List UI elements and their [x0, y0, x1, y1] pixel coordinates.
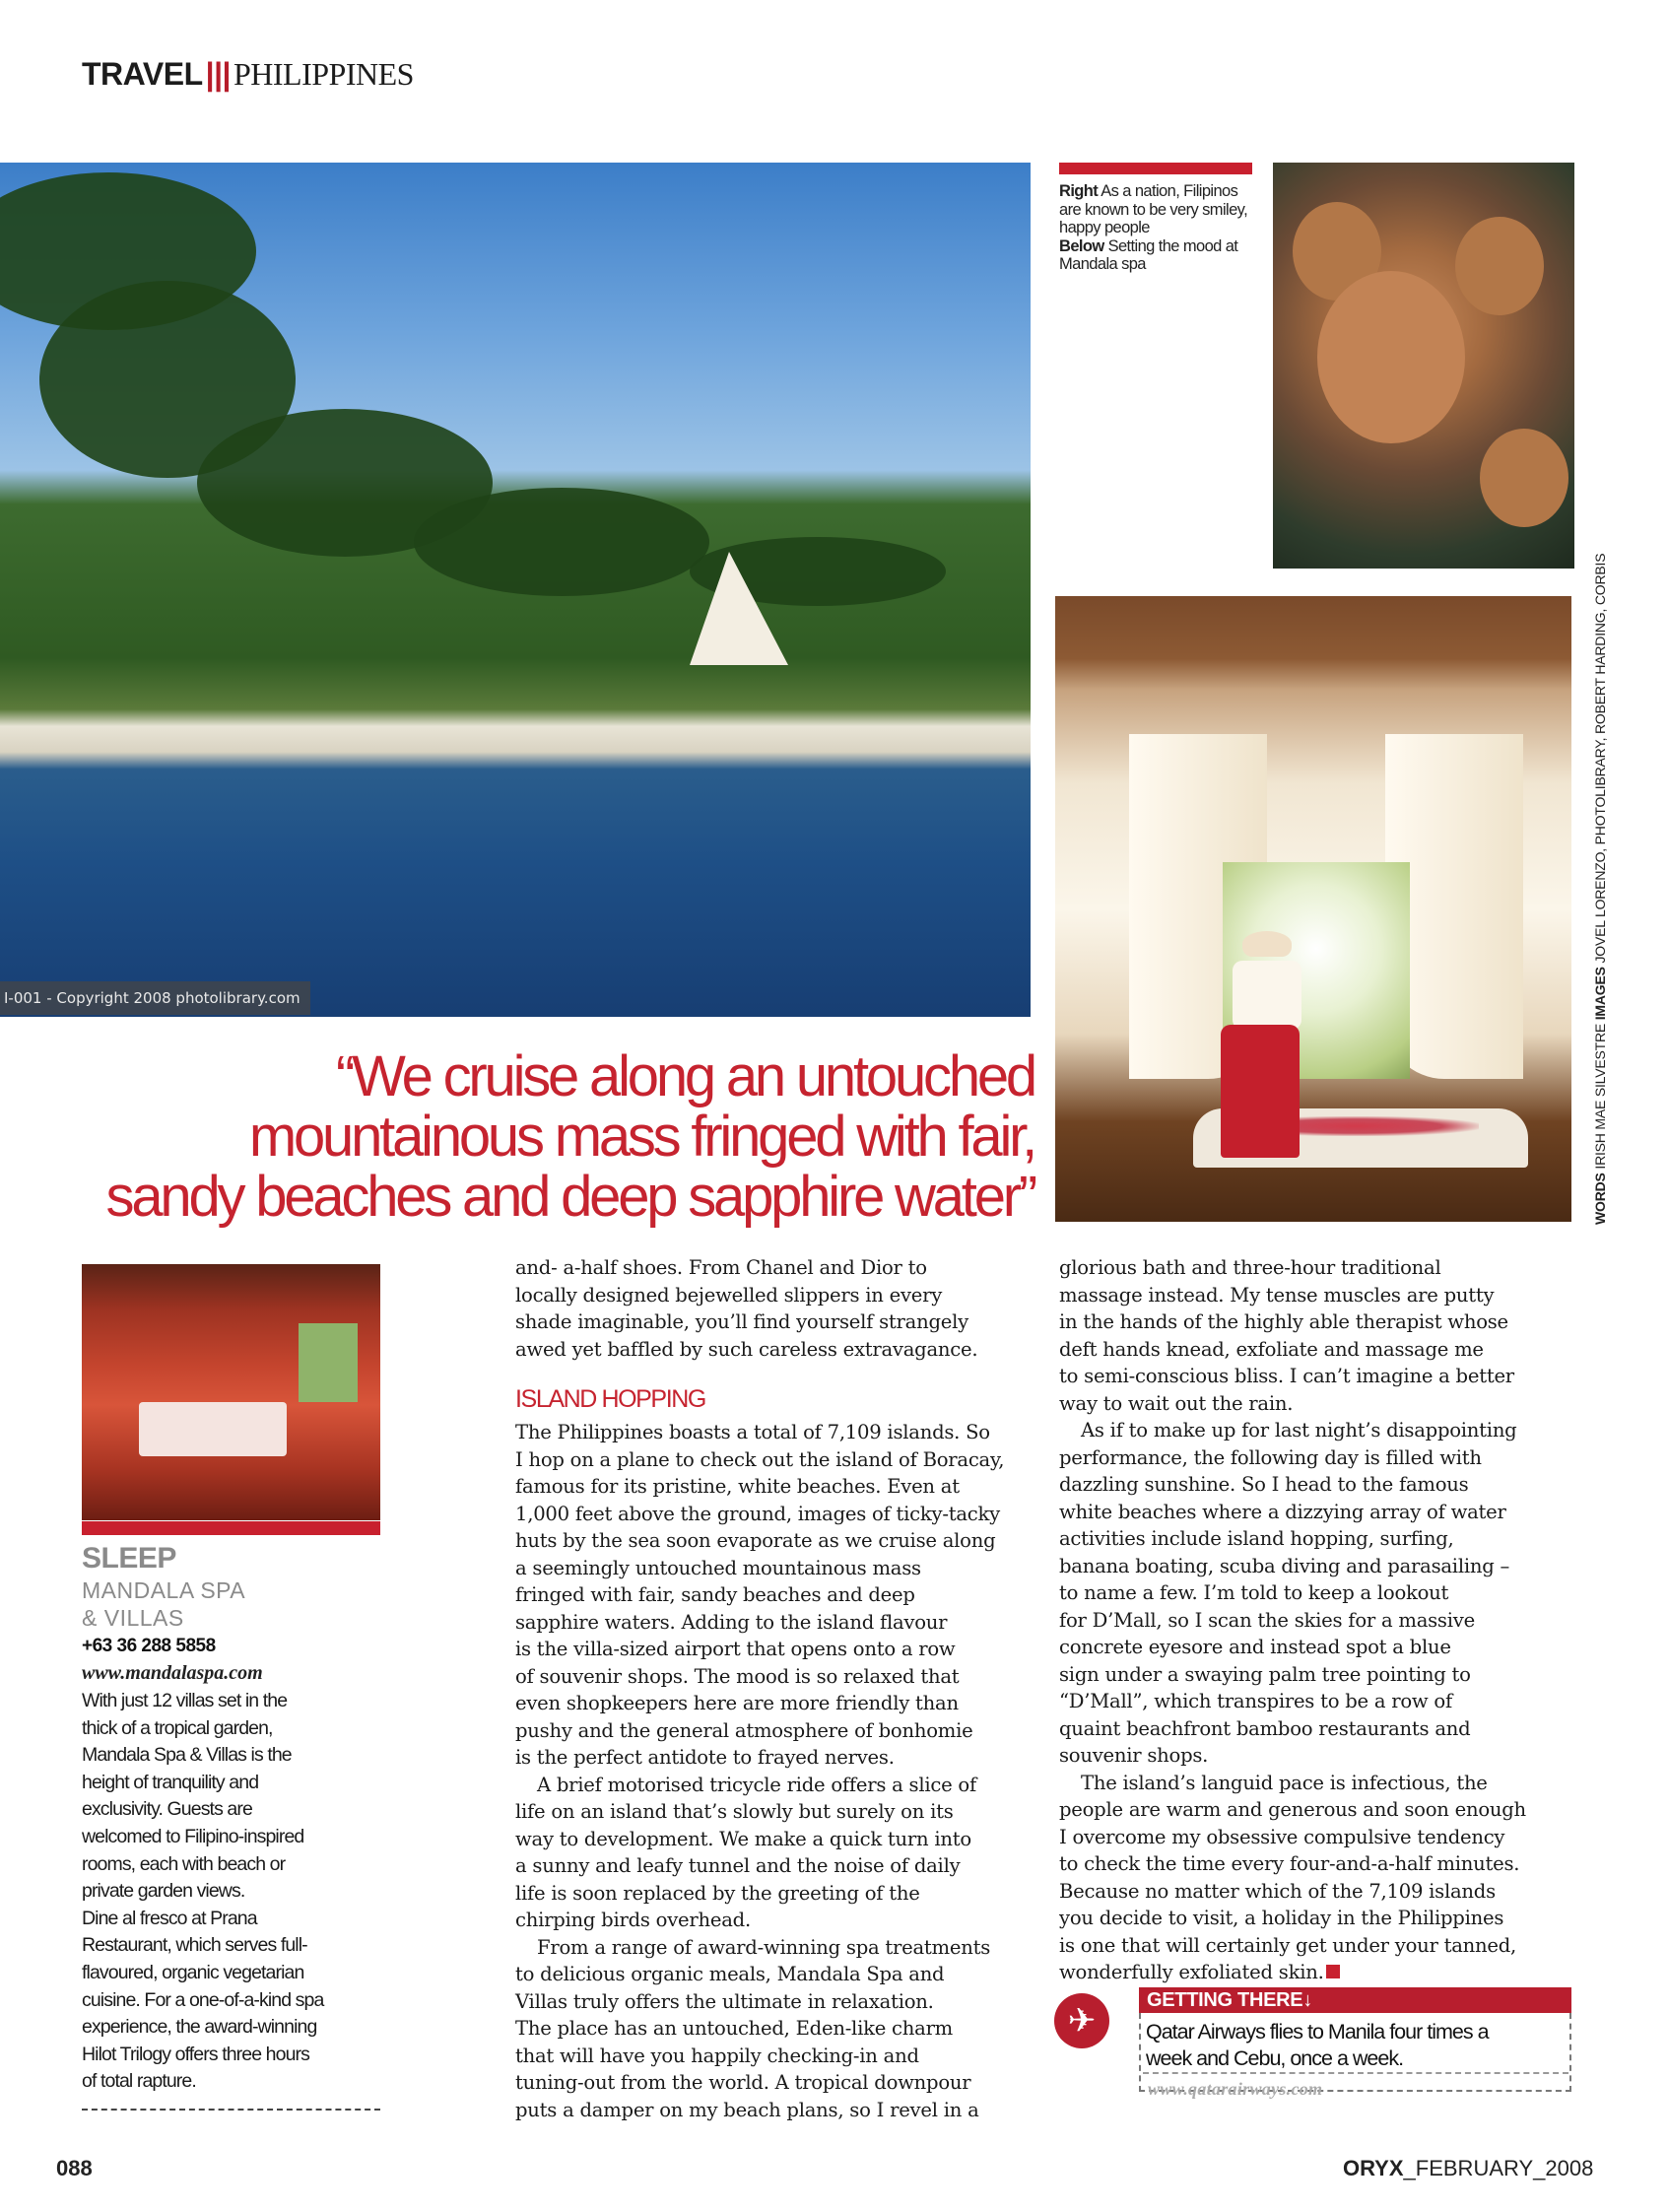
article-line: tuning-out from the world. A tropical downpour [515, 2071, 971, 2094]
article-line: sapphire waters. Adding to the island flavour [515, 1610, 948, 1634]
photo-credits [1592, 553, 1608, 1225]
article-line: dazzling sunshine. So I head to the famous [1059, 1473, 1469, 1496]
article-line: As if to make up for last night’s disappointing [1081, 1419, 1517, 1441]
article-line: is the perfect antidote to frayed nerves. [515, 1746, 895, 1769]
hotel-phone: +63 36 288 5858 [82, 1636, 216, 1656]
credits-images-label: IMAGES [1592, 967, 1608, 1021]
caption-below-text: Setting the mood at Mandala spa [1059, 236, 1238, 273]
pull-quote [39, 1046, 1034, 1227]
article-line: you decide to visit, a holiday in the Philippines [1059, 1907, 1504, 1929]
hotel-description-line: With just 12 villas set in the [82, 1690, 288, 1711]
end-mark-icon [1326, 1965, 1340, 1978]
article-line: The place has an untouched, Eden-like charm [515, 2017, 954, 2040]
photo-caption [1059, 182, 1256, 274]
article-line: to semi-conscious bliss. I can’t imagine a better [1059, 1365, 1514, 1387]
beach-photo [0, 163, 1031, 1017]
article-line: in the hands of the highly able therapist whose [1059, 1310, 1508, 1333]
magazine-issue: _FEBRUARY_2008 [1403, 2156, 1594, 2180]
article-line: quaint beachfront bamboo restaurants and [1059, 1716, 1471, 1740]
article-line: to check the time every four-and-a-half minutes. [1059, 1852, 1520, 1875]
article-line: massage instead. My tense muscles are putty [1059, 1283, 1495, 1307]
article-line: Villas truly offers the ultimate in relaxation. [515, 1989, 934, 2013]
article-line: The island’s languid pace is infectious, the [1081, 1771, 1488, 1794]
hotel-description-line: private garden views. [82, 1880, 245, 1903]
hotel-description-line: height of tranquility and [82, 1771, 259, 1793]
article-line: “D’Mall”, which transpires to be a row of [1059, 1690, 1452, 1712]
article-column-2 [515, 1419, 1018, 2123]
article-column-3 [1059, 1254, 1571, 1986]
article-line: to delicious organic meals, Mandala Spa and [515, 1963, 945, 1985]
getting-there-line: week and Cebu, once a week. [1146, 2046, 1404, 2070]
article-line: famous for its pristine, white beaches. Even at [515, 1475, 960, 1498]
article-line: a sunny and leafy tunnel and the noise of daily [515, 1854, 961, 1877]
hotel-name-line: & VILLAS [82, 1605, 184, 1631]
credits-words-label: WORDS [1592, 1173, 1608, 1225]
article-line: 1,000 feet above the ground, images of ticky-tacky [515, 1502, 1000, 1525]
article-line: life is soon replaced by the greeting of the [515, 1881, 920, 1905]
hotel-description-line: Mandala Spa & Villas is the [82, 1744, 292, 1767]
article-line: The Philippines boasts a total of 7,109 islands. So [515, 1421, 990, 1443]
article-line: a seemingly untouched mountainous mass [515, 1556, 921, 1579]
article-line: pushy and the general atmosphere of bonhomie [515, 1718, 973, 1742]
sleep-divider [82, 2109, 380, 2111]
article-line: even shopkeepers here are more friendly than [515, 1692, 959, 1714]
hotel-description-line: Restaurant, which serves full- [82, 1934, 307, 1957]
hotel-description-line: of total rapture. [82, 2070, 196, 2093]
section-name: TRAVEL [82, 56, 203, 92]
magazine-folio [1343, 2156, 1593, 2181]
hotel-description-line: experience, the award-winning [82, 2016, 317, 2039]
hotel-description-line: welcomed to Filipino-inspired [82, 1825, 304, 1847]
article-line: and- a-half shoes. From Chanel and Dior to [515, 1256, 927, 1279]
section-topic: PHILIPPINES [233, 56, 414, 92]
article-line: activities include island hopping, surfing, [1059, 1527, 1454, 1550]
hotel-description-line: exclusivity. Guests are [82, 1798, 252, 1821]
article-line: glorious bath and three-hour traditional [1059, 1256, 1441, 1279]
hotel-description-line: rooms, each with beach or [82, 1852, 286, 1875]
hotel-description-line: flavoured, organic vegetarian [82, 1961, 304, 1983]
article-line: deft hands knead, exfoliate and massage me [1059, 1337, 1484, 1361]
getting-there-divider [1143, 2072, 1568, 2074]
spa-bath-photo [1055, 596, 1571, 1222]
article-line: puts a damper on my beach plans, so I revel in a [515, 2098, 979, 2121]
getting-there-text [1146, 2019, 1569, 2072]
article-line: is one that will certainly get under your tanned, [1059, 1933, 1517, 1957]
article-line: for D’Mall, so I scan the skies for a massive [1059, 1608, 1475, 1632]
smiling-children-photo [1273, 163, 1574, 569]
article-line: chirping birds overhead. [515, 1909, 751, 1931]
article-line: huts by the sea soon evaporate as we cruise along [515, 1529, 996, 1552]
hotel-name-line: MANDALA SPA [82, 1577, 246, 1603]
article-line: to name a few. I’m told to keep a lookout [1059, 1581, 1449, 1604]
header-divider: ||| [205, 56, 231, 92]
caption-below-label: Below [1059, 236, 1104, 255]
article-line: people are warm and generous and soon enough [1059, 1798, 1526, 1821]
article-line: shade imaginable, you’ll find yourself strangely [515, 1310, 968, 1333]
hotel-name [82, 1576, 380, 1632]
article-line: I hop on a plane to check out the island of Boracay, [515, 1447, 1005, 1471]
plane-icon: ✈ [1054, 1993, 1109, 2048]
article-line: A brief motorised tricycle ride offers a slice of [537, 1773, 976, 1796]
pull-quote-line: mountainous mass fringed with fair, [248, 1105, 1034, 1169]
sleep-title: SLEEP [82, 1542, 176, 1575]
article-line: that will have you happily checking-in and [515, 2044, 919, 2067]
article-line: banana boating, scuba diving and parasailing – [1059, 1554, 1510, 1577]
hotel-description [82, 1688, 387, 2096]
article-line: concrete eyesore and instead spot a blue [1059, 1636, 1451, 1658]
hotel-description-line: cuisine. For a one-of-a-kind spa [82, 1988, 324, 2011]
article-line: is the villa-sized airport that opens onto a row [515, 1638, 956, 1660]
section-header [82, 55, 414, 93]
getting-there-title: GETTING THERE [1147, 1989, 1303, 2011]
article-line: sign under a swaying palm tree pointing to [1059, 1662, 1471, 1686]
getting-there-heading [1139, 1987, 1571, 2013]
article-line: souvenir shops. [1059, 1744, 1209, 1767]
article-column-2-intro [515, 1254, 1018, 1363]
article-line: fringed with fair, sandy beaches and deep [515, 1583, 915, 1606]
article-line: awed yet baffled by such careless extravagance. [515, 1337, 978, 1361]
credits-images-names: JOVEL LORENZO, PHOTOLIBRARY, ROBERT HARDING, CORBIS [1592, 553, 1608, 964]
island-hopping-subhead: ISLAND HOPPING [515, 1385, 705, 1413]
article-line: wonderfully exfoliated skin. [1059, 1959, 1571, 1986]
therapist-figure [1213, 931, 1301, 1158]
sleep-red-bar [82, 1521, 380, 1535]
villa-room-photo [82, 1264, 380, 1520]
arrow-down-icon: ↓ [1302, 1989, 1313, 2011]
caption-right-text: As a nation, Filipinos are known to be very smiley, happy people [1059, 182, 1248, 236]
hotel-description-line: Dine al fresco at Prana [82, 1907, 257, 1929]
article-line: I overcome my obsessive compulsive tendency [1059, 1825, 1505, 1848]
caption-right-label: Right [1059, 182, 1099, 200]
article-line: performance, the following day is filled with [1059, 1445, 1482, 1469]
hotel-description-line: Hilot Trilogy offers three hours [82, 2043, 309, 2065]
airline-website-link[interactable]: www.qatarairways.com [1148, 2079, 1323, 2099]
article-line: Because no matter which of the 7,109 islands [1059, 1879, 1496, 1903]
magazine-name: ORYX [1343, 2156, 1404, 2180]
pull-quote-line: “We cruise along an untouched [336, 1044, 1034, 1108]
sailboat-shape [690, 552, 788, 665]
article-line: From a range of award-winning spa treatments [537, 1935, 991, 1959]
photo-copyright: I-001 - Copyright 2008 photolibrary.com [0, 981, 310, 1015]
hotel-website-link[interactable]: www.mandalaspa.com [82, 1662, 263, 1684]
article-line: way to wait out the rain. [1059, 1391, 1294, 1415]
article-line: locally designed bejewelled slippers in every [515, 1283, 943, 1307]
article-line: life on an island that’s slowly but surely on its [515, 1800, 954, 1823]
article-line: way to development. We make a quick turn into [515, 1827, 971, 1850]
getting-there-line: Qatar Airways flies to Manila four times a [1146, 2020, 1489, 2044]
credits-words-name: IRISH MAE SILVESTRE [1592, 1023, 1608, 1170]
article-line: white beaches where a dizzying array of water [1059, 1500, 1506, 1523]
pull-quote-line: sandy beaches and deep sapphire water” [105, 1165, 1034, 1229]
hotel-description-line: thick of a tropical garden, [82, 1716, 273, 1739]
page-number: 088 [56, 2156, 93, 2180]
caption-bar [1059, 163, 1252, 174]
article-line: of souvenir shops. The mood is so relaxed that [515, 1664, 960, 1688]
